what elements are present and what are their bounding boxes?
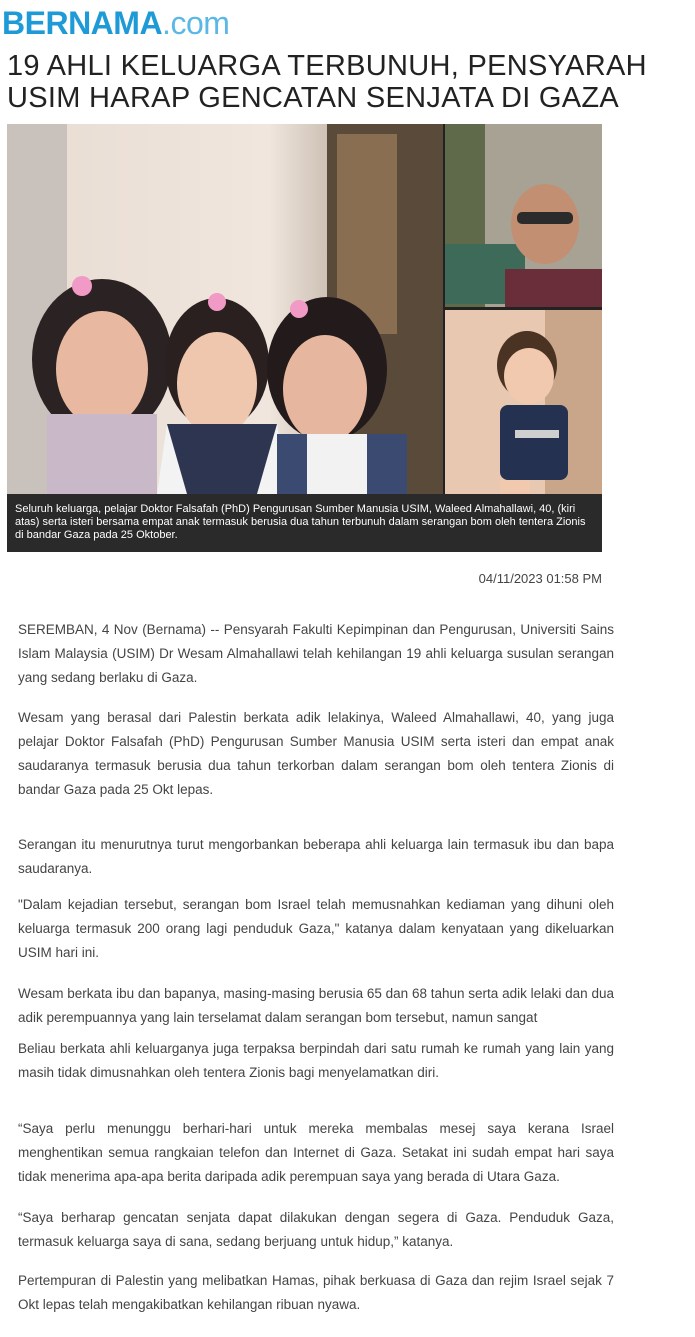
- paragraph-3: [18, 833, 614, 881]
- photo-man-with-glasses: [445, 124, 602, 307]
- bernama-logo[interactable]: [2, 4, 229, 42]
- paragraph-text: Wesam berkata ibu dan bapanya, masing-masing berusia 65 dan 68 tahun serta adik lelaki dan dua adik perempuannya yang lain terselamat dalam serangan bom tersebut, namun sangat: [18, 986, 614, 1025]
- logo-brand: BERNAMA: [2, 5, 163, 41]
- paragraph-6: [18, 1037, 614, 1085]
- paragraph-8: [18, 1206, 614, 1254]
- paragraph-text: Serangan itu menurutnya turut mengorbankan beberapa ahli keluarga lain termasuk ibu dan bapa saudaranya.: [18, 837, 614, 876]
- photo-toddler: [445, 310, 602, 494]
- paragraph-text: "Dalam kejadian tersebut, serangan bom Israel telah memusnahkan kediaman yang dihuni oleh keluarga termasuk 200 orang lagi penduduk Gaza," katanya dalam kenyataan yang dikeluarkan USIM hari ini.: [18, 897, 614, 960]
- paragraph-text: “Saya berharap gencatan senjata dapat dilakukan dengan segera di Gaza. Penduduk Gaza, termasuk keluarga saya di sana, sedang berjuang untuk hidup,” katanya.: [18, 1210, 614, 1249]
- paragraph-text: Beliau berkata ahli keluarganya juga terpaksa berpindah dari satu rumah ke rumah yang lain yang masih tidak dimusnahkan oleh tentera Zionis bagi menyelamatkan diri.: [18, 1041, 614, 1080]
- photo-three-girls: [7, 124, 443, 494]
- paragraph-text: “Saya perlu menunggu berhari-hari untuk mereka membalas mesej saya kerana Israel menghentikan semua rangkaian telefon dan Internet di Gaza. Setakat ini sudah empat hari saya tidak menerima apa-apa berita daripada adik perempuan saya yang berada di Utara Gaza.: [18, 1121, 614, 1184]
- logo-suffix: .com: [162, 5, 230, 41]
- paragraph-7: [18, 1117, 614, 1189]
- article-photo: [7, 124, 602, 552]
- paragraph-5: [18, 982, 614, 1028]
- paragraph-4: [18, 893, 614, 965]
- paragraph-1: [18, 618, 614, 690]
- paragraph-text: Wesam yang berasal dari Palestin berkata adik lelakinya, Waleed Almahallawi, 40, yang juga pelajar Doktor Falsafah (PhD) Pengurusan Sumber Manusia USIM serta isteri dan empat anak saudaranya termasuk berusia dua tahun terkorban dalam serangan bom oleh tentera Zionis di bandar Gaza pada 25 Okt lepas.: [18, 710, 614, 797]
- article-headline: 19 AHLI KELUARGA TERBUNUH, PENSYARAH USIM HARAP GENCATAN SENJATA DI GAZA: [7, 50, 647, 114]
- publish-date: 04/11/2023 01:58 PM: [478, 571, 602, 586]
- paragraph-9: [18, 1269, 614, 1317]
- photo-caption: Seluruh keluarga, pelajar Doktor Falsafah (PhD) Pengurusan Sumber Manusia USIM, Waleed Almahallawi, 40, (kiri atas) serta isteri bersama empat anak termasuk berusia dua tahun terbunuh dalam serangan bom oleh tentera Zionis di bandar Gaza pada 25 Oktober.: [7, 494, 602, 552]
- paragraph-2: [18, 706, 614, 802]
- paragraph-text: SEREMBAN, 4 Nov (Bernama) -- Pensyarah Fakulti Kepimpinan dan Pengurusan, Universiti Sains Islam Malaysia (USIM) Dr Wesam Almahallawi telah kehilangan 19 ahli keluarga susulan serangan yang sedang berlaku di Gaza.: [18, 622, 614, 685]
- paragraph-text: Pertempuran di Palestin yang melibatkan Hamas, pihak berkuasa di Gaza dan rejim Israel sejak 7 Okt lepas telah mengakibatkan kehilangan ribuan nyawa.: [18, 1273, 614, 1312]
